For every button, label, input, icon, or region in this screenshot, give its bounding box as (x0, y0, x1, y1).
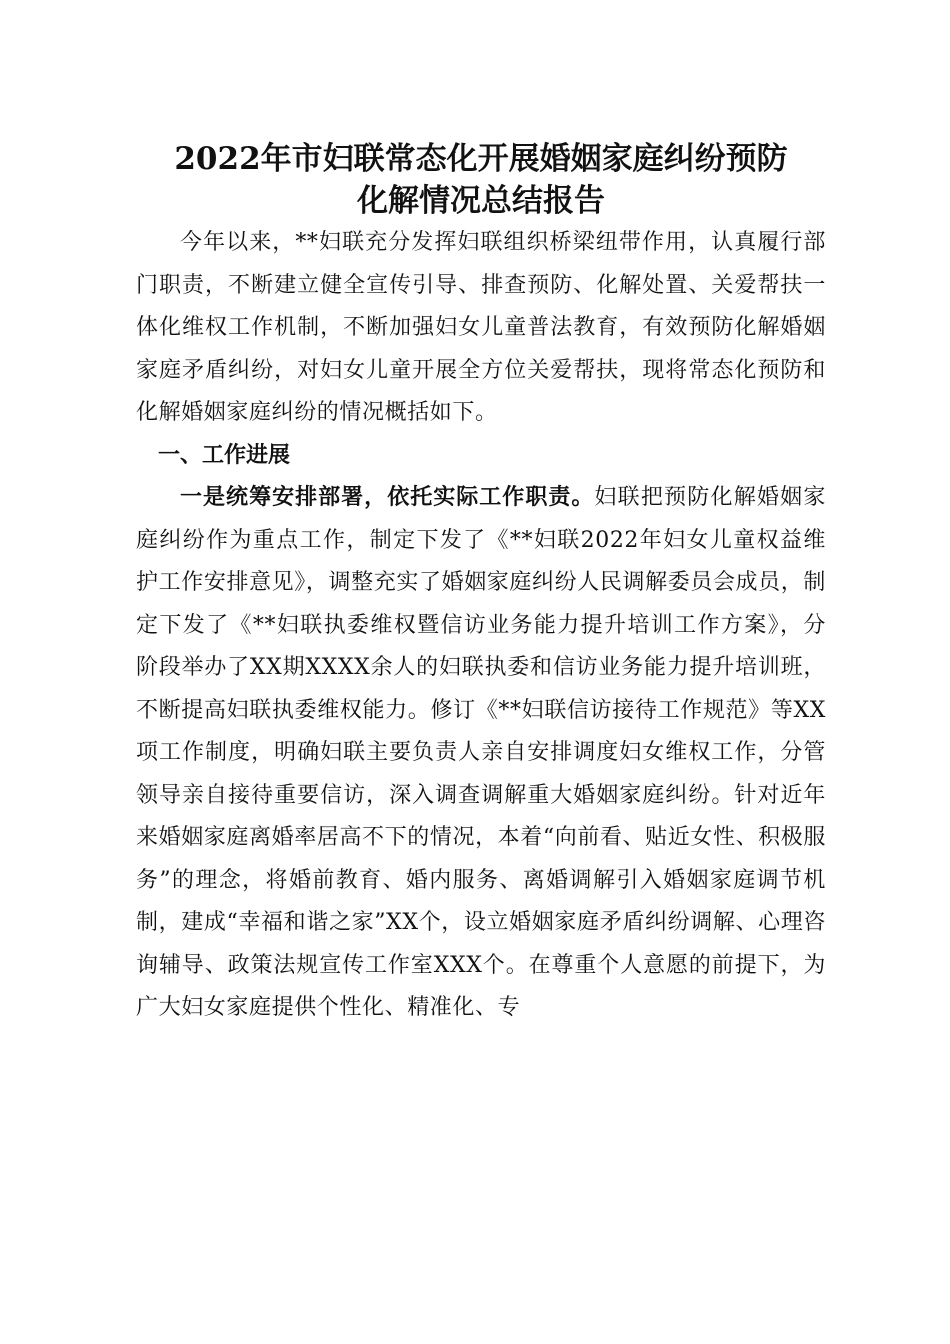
document-page (136, 138, 826, 1030)
paragraph-1-body: 妇联把预防化解婚姻家庭纠纷作为重点工作，制定下发了《**妇联2022年妇女儿童权益维护工作安排意见》，调整充实了婚姻家庭纠纷人民调解委员会成员，制定下发了《**妇联执委维权暨信访业务能力提升培训工作方案》，分阶段举办了XX期XXXX余人的妇联执委和信访业务能力提升培训班，不断提高妇联执委维权能力。修订《**妇联信访接待工作规范》等XX项工作制度，明确妇联主要负责人亲自安排调度妇女维权工作，分管领导亲自接待重要信访，深入调查调解重大婚姻家庭纠纷。针对近年来婚姻家庭离婚率居高不下的情况，本着“向前看、贴近女性、积极服务”的理念，将婚前教育、婚内服务、离婚调解引入婚姻家庭调节机制，建成“幸福和谐之家”XX个，设立婚姻家庭矛盾纠纷调解、心理咨询辅导、政策法规宣传工作室XXX个。在尊重个人意愿的前提下，为广大妇女家庭提供个性化、精准化、专 (136, 485, 826, 1020)
paragraph-1 (136, 477, 826, 1030)
document-title-line-2: 化解情况总结报告 (357, 183, 605, 219)
paragraph-1-lead-sentence: 一是统筹安排部署，依托实际工作职责。 (180, 485, 595, 510)
section-heading-work-progress: 一、工作进展 (158, 442, 291, 468)
document-title-line-1: 2022年市妇联常态化开展婚姻家庭纠纷预防 (174, 141, 788, 177)
intro-paragraph: 今年以来，**妇联充分发挥妇联组织桥梁纽带作用，认真履行部门职责，不断建立健全宣传引导、排查预防、化解处置、关爱帮扶一体化维权工作机制，不断加强妇女儿童普法教育，有效预防化解婚姻家庭矛盾纠纷，对妇女儿童开展全方位关爱帮扶，现将常态化预防和化解婚姻家庭纠纷的情况概括如下。 (136, 230, 826, 425)
document-title (136, 138, 826, 222)
